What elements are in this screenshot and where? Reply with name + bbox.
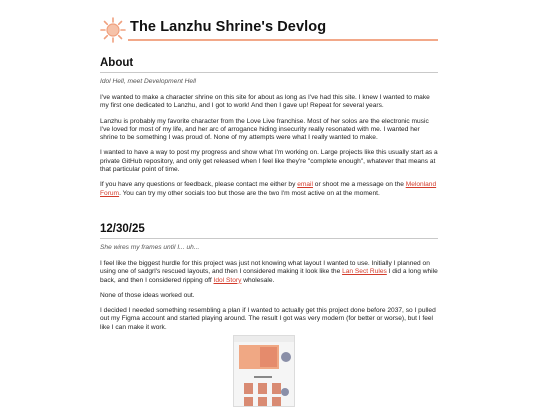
about-subtitle: Idol Hell, meet Development Hell xyxy=(100,78,197,85)
about-paragraph: Lanzhu is probably my favorite character from the Love Live franchise. Most of her solos are the electronic music I've loved for most of my life, and her arc of arrogance hiding insecurity really resonated with me. I wanted her shrine to be something I was proud of. None of my attempts were what I really wanted to make. xyxy=(100,117,429,142)
about-heading: About xyxy=(100,56,438,73)
contact-text: If you have any questions or feedback, please contact me either by xyxy=(100,181,298,189)
contact-text: . You can try my other socials too but those are the two I'm most active on at the moment. xyxy=(119,189,380,197)
mockup-thumbnail xyxy=(258,397,267,407)
mockup-hero-character xyxy=(260,347,277,367)
mockup-scroll-button-icon xyxy=(281,388,289,396)
melonland-forum-link[interactable]: Melonland Forum xyxy=(100,181,437,197)
sun-logo-icon xyxy=(100,17,126,43)
post-paragraph: I decided I needed something resembling a plan if I wanted to actually get this project done before 2037, so I pulled out my Figma account and started playing around. The result I got was very modern (for better or worse), but I feel like I can make it work. xyxy=(100,307,436,331)
mockup-thumbnail xyxy=(244,383,253,394)
mockup-thumbnail xyxy=(272,383,281,394)
mockup-thumbnail xyxy=(244,397,253,407)
figma-mockup-image xyxy=(233,335,295,407)
about-paragraph: I've wanted to make a character shrine on this site for about as long as I've had this site. I knew I wanted to make my first one dedicated to Lanzhu, and I got to work! And then I gave up! Repeat for several years. xyxy=(100,94,430,110)
mockup-nav-button-icon xyxy=(281,352,291,362)
post-text: I feel like the biggest hurdle for this project was just not knowing what layout I wanted to use. Initially I planned on using one of sadgrl's rescued layouts, and then I considered making it look like the xyxy=(100,260,430,276)
lan-sect-rules-link[interactable]: Lan Sect Rules xyxy=(342,268,387,276)
site-title: The Lanzhu Shrine's Devlog xyxy=(130,19,327,35)
mockup-section-label xyxy=(254,376,272,378)
post-text: I did a long while back, and then I considered ripping off xyxy=(100,268,438,284)
post-subtitle: She wires my frames until I... uh... xyxy=(100,244,200,251)
post-text: wholesale. xyxy=(241,276,275,284)
email-link[interactable]: email xyxy=(297,181,313,189)
mockup-thumbnail xyxy=(258,383,267,394)
about-section xyxy=(100,56,438,205)
mockup-thumbnail xyxy=(272,397,281,407)
contact-text: or shoot me a message on the xyxy=(312,181,406,189)
header-divider xyxy=(128,39,438,41)
about-contact-paragraph xyxy=(100,181,438,198)
post-paragraph xyxy=(100,260,438,285)
main-content xyxy=(100,0,438,331)
idol-story-link[interactable]: Idol Story xyxy=(213,276,242,284)
post-date-heading: 12/30/25 xyxy=(100,222,438,239)
site-header xyxy=(100,0,438,44)
mockup-topbar xyxy=(234,336,294,342)
post-section xyxy=(100,222,438,339)
post-paragraph: None of those ideas worked out. xyxy=(100,291,195,299)
about-paragraph: I wanted to have a way to post my progress and show what I'm working on. Large projects like this usually start as a private GitHub repository, and only get released when I feel like they're "complete enough", whatever that means at that particular point of time. xyxy=(100,149,438,174)
